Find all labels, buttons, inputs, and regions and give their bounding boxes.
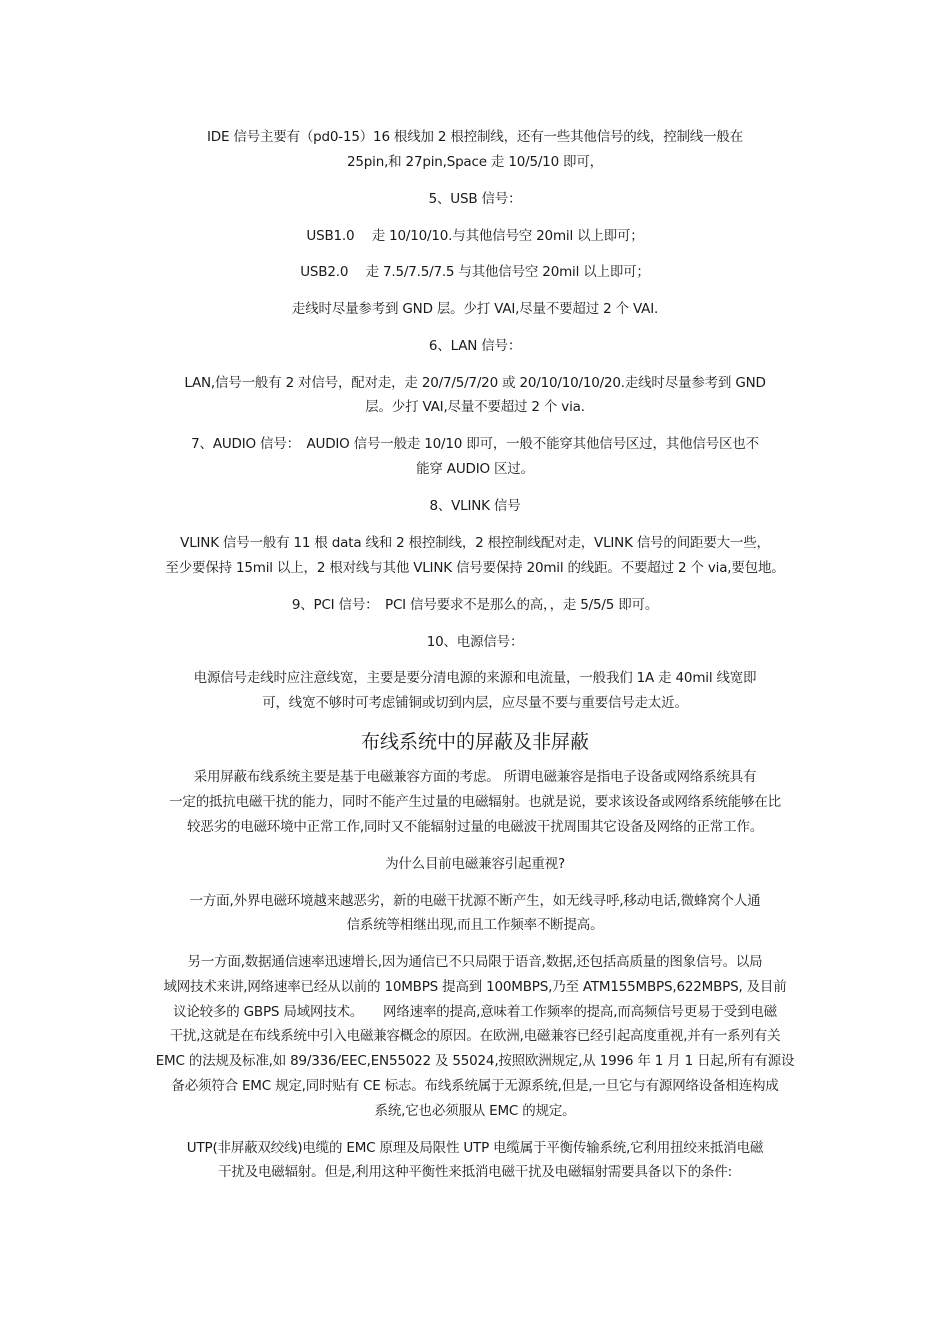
text-line: 9、PCI 信号： PCI 信号要求不是那么的高，，走 5/5/5 即可。 bbox=[291, 597, 659, 613]
section-heading: 6、LAN 信号： bbox=[428, 338, 522, 354]
text-line: 可，线宽不够时可考虑铺铜或切到内层，应尽量不要与重要信号走太近。 bbox=[262, 695, 688, 711]
text-line: 较恶劣的电磁环境中正常工作,同时又不能辐射过量的电磁波干扰周围其它设备及网络的正常工作。 bbox=[187, 819, 763, 835]
document-title: 布线系统中的屏蔽及非屏蔽 bbox=[360, 731, 589, 753]
text-line: 一定的抵抗电磁干扰的能力，同时不能产生过量的电磁辐射。也就是说，要求该设备或网络系统能够在比 bbox=[169, 794, 781, 810]
text-line: 另一方面,数据通信速率迅速增长,因为通信已不只局限于语音,数据,还包括高质量的图象信号。以局 bbox=[187, 954, 763, 970]
text-line: 走线时尽量参考到 GND 层。少打 VAI,尽量不要超过 2 个 VAI. bbox=[291, 301, 659, 317]
section-heading: 5、USB 信号： bbox=[428, 191, 522, 207]
text-line: 干扰,这就是在布线系统中引入电磁兼容概念的原因。在欧洲,电磁兼容已经引起高度重视,并有一系列有关 bbox=[169, 1028, 781, 1044]
text-line: LAN,信号一般有 2 对信号，配对走，走 20/7/5/7/20 或 20/10/10/10/20.走线时尽量参考到 GND bbox=[184, 375, 766, 391]
text-line: 电源信号走线时应注意线宽，主要是要分清电源的来源和电流量，一般我们 1A 走 40mil 线宽即 bbox=[193, 670, 757, 686]
text-line: 系统,它也必须服从 EMC 的规定。 bbox=[374, 1103, 576, 1119]
text-line: EMC 的法规及标准,如 89/336/EEC,EN55022 及 55024,按照欧洲规定,从 1996 年 1 月 1 日起,所有有源设 bbox=[155, 1053, 795, 1069]
text-line: 信系统等相继出现,而且工作频率不断提高。 bbox=[346, 917, 604, 933]
text-line: UTP(非屏蔽双绞线)电缆的 EMC 原理及局限性 UTP 电缆属于平衡传输系统,它利用扭绞来抵消电磁 bbox=[186, 1140, 764, 1156]
text-line: IDE 信号主要有（pd0-15）16 根线加 2 根控制线，还有一些其他信号的线，控制线一般在 bbox=[206, 129, 743, 145]
text-line: 采用屏蔽布线系统主要是基于电磁兼容方面的考虑。 所谓电磁兼容是指电子设备或网络系统具有 bbox=[193, 769, 757, 785]
text-line: 25pin,和 27pin,Space 走 10/5/10 即可， bbox=[347, 154, 603, 170]
text-line: VLINK 信号一般有 11 根 data 线和 2 根控制线，2 根控制线配对走，VLINK 信号的间距要大一些， bbox=[180, 535, 770, 551]
section-heading: 为什么目前电磁兼容引起重视? bbox=[385, 856, 565, 872]
text-line: USB1.0 走 10/10/10.与其他信号空 20mil 以上即可； bbox=[306, 228, 644, 244]
text-line: 至少要保持 15mil 以上，2 根对线与其他 VLINK 信号要保持 20mil 的线距。不要超过 2 个 via,要包地。 bbox=[165, 560, 785, 576]
section-heading: 10、电源信号： bbox=[426, 634, 524, 650]
text-line: 能穿 AUDIO 区过。 bbox=[416, 461, 534, 477]
text-line: USB2.0 走 7.5/7.5/7.5 与其他信号空 20mil 以上即可； bbox=[300, 264, 650, 280]
text-line: 一方面,外界电磁环境越来越恶劣，新的电磁干扰源不断产生，如无线寻呼,移动电话,微蜂窝个人通 bbox=[189, 893, 761, 909]
text-line: 域网技术来讲,网络速率已经从以前的 10MBPS 提高到 100MBPS,乃至 ATM155MBPS,622MBPS, 及目前 bbox=[163, 979, 787, 995]
text-line: 议论较多的 GBPS 局域网技术。 网络速率的提高,意味着工作频率的提高,而高频信号更易于受到电磁 bbox=[173, 1004, 777, 1020]
text-line: 层。少打 VAI,尽量不要超过 2 个 via. bbox=[365, 399, 585, 415]
section-heading: 8、VLINK 信号 bbox=[429, 498, 521, 514]
text-line: 备必须符合 EMC 规定,同时贴有 CE 标志。布线系统属于无源系统,但是,一旦它与有源网络设备相连构成 bbox=[171, 1078, 779, 1094]
text-line: 7、AUDIO 信号： AUDIO 信号一般走 10/10 即可，一般不能穿其他信号区过，其他信号区也不 bbox=[191, 436, 759, 452]
text-line: 干扰及电磁辐射。但是,利用这种平衡性来抵消电磁干扰及电磁辐射需要具备以下的条件: bbox=[218, 1164, 732, 1180]
